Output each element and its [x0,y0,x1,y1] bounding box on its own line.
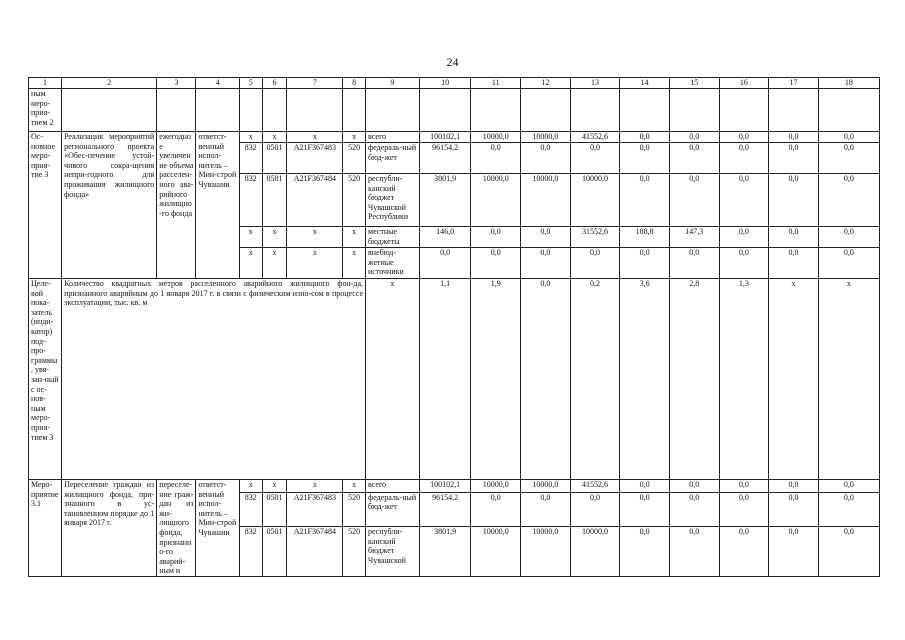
source-cell: внебюд-жетные источники [366,248,420,279]
value-cell: 0,0 [769,492,819,527]
value-cell: 0,0 [719,248,769,279]
value-cell: 0,0 [669,480,719,493]
value-cell: 0,0 [769,527,819,577]
value-cell: 0,0 [818,227,879,248]
value-cell: 0,0 [669,492,719,527]
code-cell: x [287,248,343,279]
value-cell: x [818,279,879,480]
code-cell: A21F367483 [287,143,343,174]
value-cell: 0,0 [818,492,879,527]
header-cell: 12 [521,78,571,89]
code-cell: x [239,227,262,248]
value-cell: 10000,0 [521,527,571,577]
value-cell: 0,0 [570,492,620,527]
source-cell: республи-канский бюджет Чувашской [366,527,420,577]
code-cell: A21F367484 [287,527,343,577]
source-cell: федераль-ный бюд-жет [366,492,420,527]
header-cell: 11 [471,78,521,89]
code-cell: x [262,480,287,493]
code-cell: 520 [343,143,366,174]
value-cell: 1,9 [471,279,521,480]
value-cell: 10000,0 [570,174,620,227]
code-cell: x [343,248,366,279]
code-cell: A21F367484 [287,174,343,227]
value-cell: 0,0 [471,248,521,279]
value-cell: 0,0 [769,174,819,227]
value-cell: 2,8 [669,279,719,480]
source-cell: федераль-ный бюд-жет [366,143,420,174]
value-cell: 0,0 [719,527,769,577]
header-cell: 17 [769,78,819,89]
value-cell: 0,0 [521,492,571,527]
m31-executor: ответст-венный испол-нитель – Мин-строй Чувашии [196,480,239,577]
em3-label: Ос-новное меро-прия-тие 3 [29,132,62,279]
code-cell: 520 [343,174,366,227]
value-cell: 0,0 [620,132,670,143]
value-cell: 0,0 [719,174,769,227]
value-cell: 0,0 [818,174,879,227]
code-cell: 832 [239,527,262,577]
value-cell: 100102,1 [419,480,471,493]
value-cell: 0,0 [620,174,670,227]
code-cell: A21F367483 [287,492,343,527]
value-cell: 3801,9 [419,527,471,577]
table-row [29,480,880,493]
value-cell: 147,3 [669,227,719,248]
header-cell: 15 [669,78,719,89]
value-cell: 0,0 [471,143,521,174]
header-cell: 14 [620,78,670,89]
code-cell: 0501 [262,492,287,527]
value-cell: 0,0 [521,279,571,480]
value-cell: 0,0 [471,492,521,527]
value-cell: 10000,0 [471,132,521,143]
value-cell: 3801,9 [419,174,471,227]
value-cell: 0,0 [818,480,879,493]
value-cell: 0,0 [521,227,571,248]
value-cell: 96154,2 [419,143,471,174]
code-cell: x [343,132,366,143]
value-cell: 0,0 [769,480,819,493]
value-cell: 0,0 [620,248,670,279]
source-cell: x [366,279,420,480]
source-cell: всего [366,480,420,493]
value-cell: 0,0 [818,132,879,143]
header-cell: 5 [239,78,262,89]
value-cell: 0,0 [620,480,670,493]
source-cell: республи-канский бюджет Чувашской Республики [366,174,420,227]
value-cell: 0,0 [769,227,819,248]
value-cell: 10000,0 [570,527,620,577]
header-cell: 6 [262,78,287,89]
value-cell: 0,0 [818,143,879,174]
code-cell: x [239,248,262,279]
code-cell: 520 [343,492,366,527]
header-cell: 13 [570,78,620,89]
value-cell: 0,0 [719,227,769,248]
value-cell: 10000,0 [471,480,521,493]
code-cell: x [287,227,343,248]
em3-executor: ответст-венный испол-нитель – Мин-строй Чувашии [196,132,239,279]
value-cell: 10000,0 [521,132,571,143]
value-cell: 0,0 [620,492,670,527]
value-cell: 0,0 [719,132,769,143]
value-cell: 10000,0 [471,527,521,577]
header-cell: 3 [157,78,196,89]
value-cell: 0,0 [719,143,769,174]
value-cell: 3,6 [620,279,670,480]
value-cell: 0,0 [471,227,521,248]
m31-label: Меро-приятие 3.1 [29,480,62,577]
value-cell: 0,0 [719,492,769,527]
value-cell: 0,0 [669,527,719,577]
code-cell: x [239,480,262,493]
value-cell: 188,8 [620,227,670,248]
header-row [29,78,880,89]
source-cell: местные бюджеты [366,227,420,248]
value-cell: 0,0 [669,174,719,227]
value-cell: 41552,6 [570,132,620,143]
source-cell: всего [366,132,420,143]
value-cell: 41552,6 [570,480,620,493]
code-cell: 0501 [262,527,287,577]
code-cell: x [287,132,343,143]
code-cell: 0501 [262,143,287,174]
value-cell: 0,0 [669,143,719,174]
value-cell: 10000,0 [521,174,571,227]
header-cell: 18 [818,78,879,89]
value-cell: 10000,0 [521,480,571,493]
table-row [29,132,880,143]
value-cell: 10000,0 [471,174,521,227]
value-cell: 0,0 [719,480,769,493]
code-cell: x [343,480,366,493]
header-cell: 8 [343,78,366,89]
code-cell: 520 [343,527,366,577]
header-cell: 16 [719,78,769,89]
value-cell: 1,1 [419,279,471,480]
value-cell: 146,0 [419,227,471,248]
value-cell: 0,0 [818,248,879,279]
target-label: Целе-вой пока-затель (инди-катор) под-про-граммы, увя-зан-ный с ос-нов-ным меро-прия-тием 3 [29,279,62,480]
header-cell: 2 [62,78,157,89]
budget-table [28,77,880,577]
code-cell: x [343,227,366,248]
value-cell: 100102,1 [419,132,471,143]
value-cell: 0,0 [521,248,571,279]
continuation-label: ным меро-прия-тием 2 [29,89,62,132]
page-number: 24 [446,55,459,69]
code-cell: 832 [239,174,262,227]
m31-goal: переселе-ние граж-дан из жи-лищного фонда, признанно-го аварий-ным и [157,480,196,577]
value-cell: 1,3 [719,279,769,480]
value-cell: 0,0 [769,132,819,143]
value-cell: 0,0 [620,527,670,577]
header-cell: 9 [366,78,420,89]
value-cell: 0,0 [521,143,571,174]
header-cell: 10 [419,78,471,89]
m31-name: Переселение граждан из жилищного фонда, при-знанного в ус-тановленном порядке до 1 января 2017 г. [62,480,157,577]
value-cell: 0,0 [419,248,471,279]
value-cell: 31552,6 [570,227,620,248]
code-cell: 832 [239,492,262,527]
header-cell: 1 [29,78,62,89]
em3-goal: ежегодное увеличение объема расселен-ного ава-рийного жилищно-го фонда [157,132,196,279]
code-cell: x [287,480,343,493]
header-cell: 7 [287,78,343,89]
code-cell: x [262,248,287,279]
code-cell: x [262,132,287,143]
value-cell: 0,0 [620,143,670,174]
continuation-row [29,89,880,132]
value-cell: 0,0 [769,143,819,174]
code-cell: x [239,132,262,143]
value-cell: x [769,279,819,480]
value-cell: 0,0 [570,248,620,279]
em3-name: Реализация мероприятий регионального проекта «Обес-печение устой-чивого сокра-щения непри-годного для проживания жилищного фонда» [62,132,157,279]
value-cell: 0,0 [769,248,819,279]
value-cell: 96154,2 [419,492,471,527]
code-cell: x [262,227,287,248]
value-cell: 0,0 [570,143,620,174]
value-cell: 0,0 [669,132,719,143]
target-description: Количество квадратных метров расселенного аварийного жилищного фон-да, признанного аварийным до 1 января 2017 г. в связи с физическим изно-сом в процессе эксплуатации, тыс. кв. м [62,279,366,480]
value-cell: 0,0 [669,248,719,279]
code-cell: 0501 [262,174,287,227]
target-indicator-row [29,279,880,480]
value-cell: 0,0 [818,527,879,577]
value-cell: 0,2 [570,279,620,480]
code-cell: 832 [239,143,262,174]
header-cell: 4 [196,78,239,89]
